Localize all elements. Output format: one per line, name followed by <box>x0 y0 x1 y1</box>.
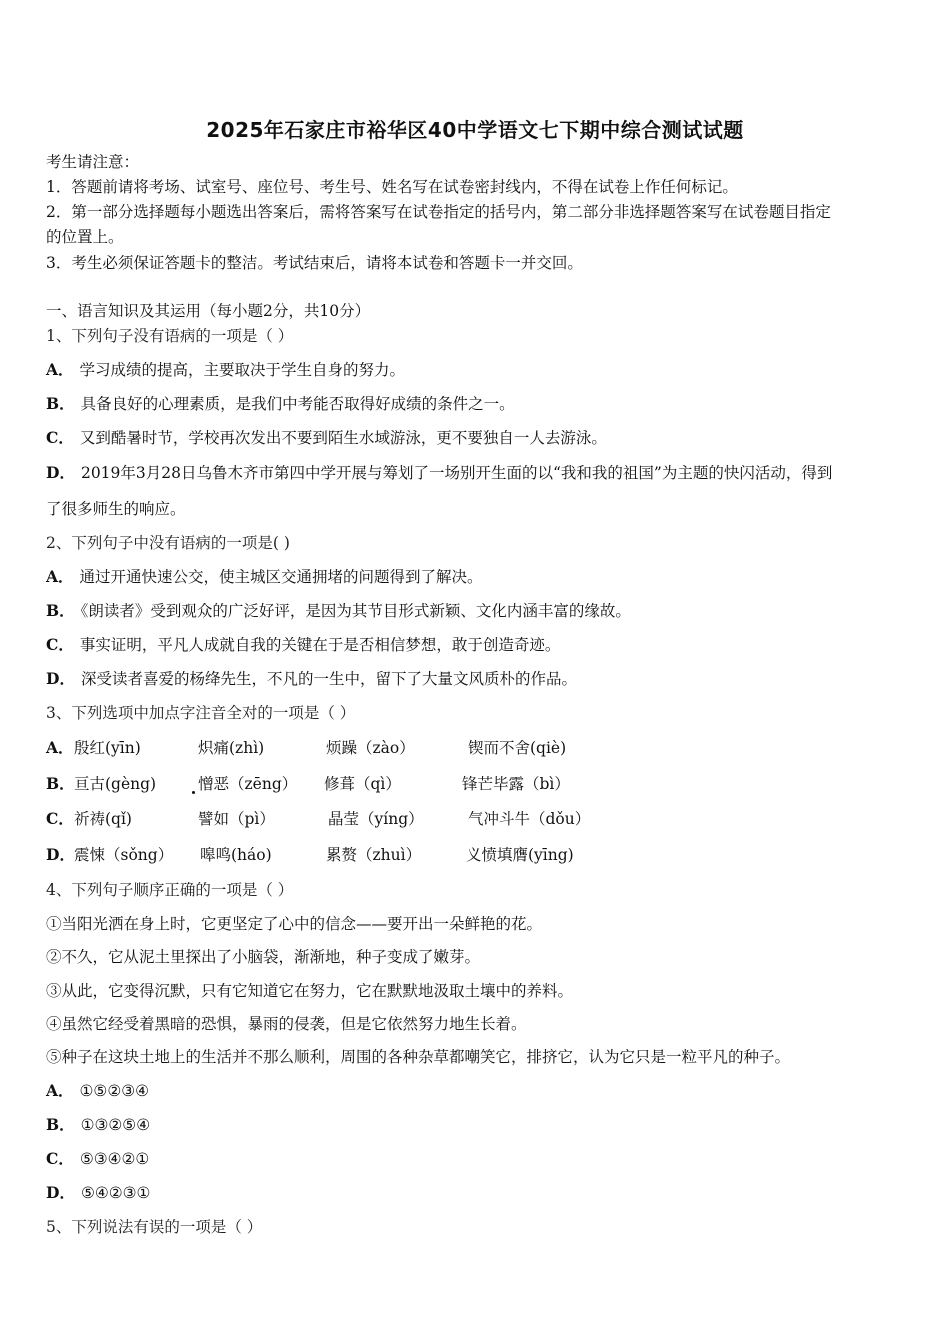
pinyin-item: 憎恶（zēng） <box>198 775 298 793</box>
q1-option-a <box>46 359 405 381</box>
question-4-stem: 4、下列句子顺序正确的一项是（ ） <box>46 881 294 899</box>
option-label: D． <box>46 463 75 482</box>
emphasis-dot <box>192 791 195 794</box>
q1-option-d-continued: 了很多师生的响应。 <box>46 500 186 518</box>
q4-option-d <box>46 1182 150 1204</box>
notice-item: 2．第一部分选择题每小题选出答案后，需将答案写在试卷指定的括号内，第二部分非选择题答案写在试卷题目指定 <box>46 203 831 221</box>
option-label: C． <box>46 428 74 447</box>
option-text: 事实证明，平凡人成就自我的关键在于是否相信梦想，敢于创造奇迹。 <box>79 636 561 654</box>
question-3-stem: 3、下列选项中加点字注音全对的一项是（ ） <box>46 704 356 722</box>
q4-sentence: ③从此，它变得沉默，只有它知道它在努力，它在默默地汲取土壤中的养料。 <box>46 982 574 1000</box>
q3-option-d <box>46 844 906 866</box>
pinyin-item: 义愤填膺(yīng) <box>466 846 574 864</box>
option-text: 2019年3月28日乌鲁木齐市第四中学开展与筹划了一场别开生面的以“我和我的祖国”为主题的快闪活动，得到 <box>80 464 833 482</box>
option-label: C． <box>46 1149 74 1168</box>
option-text: 又到酷暑时节，学校再次发出不要到陌生水域游泳，更不要独自一人去游泳。 <box>79 429 607 447</box>
option-text: 深受读者喜爱的杨绛先生，不凡的一生中，留下了大量文风质朴的作品。 <box>80 670 577 688</box>
option-label: A． <box>46 360 74 379</box>
pinyin-item: 锲而不舍(qiè) <box>468 739 567 757</box>
pinyin-item: 锋芒毕露（bì） <box>462 775 570 793</box>
pinyin-item: 震悚（sǒng） <box>74 846 174 864</box>
option-label: D． <box>46 1183 75 1202</box>
pinyin-item: 嗥鸣(háo) <box>200 846 272 864</box>
option-label: B． <box>46 394 75 413</box>
q4-sentence: ⑤种子在这块土地上的生活并不那么顺利，周围的各种杂草都嘲笑它，排挤它，认为它只是一粒平凡的种子。 <box>46 1048 791 1066</box>
notice-item: 3．考生必须保证答题卡的整洁。考试结束后，请将本试卷和答题卡一并交回。 <box>46 254 583 272</box>
option-text: 学习成绩的提高，主要取决于学生自身的努力。 <box>79 361 406 379</box>
q2-option-b <box>46 600 631 622</box>
q2-option-d <box>46 668 577 690</box>
q3-option-a <box>46 737 906 759</box>
option-label: C． <box>46 635 74 654</box>
pinyin-item: 譬如（pì） <box>198 810 275 828</box>
q2-option-c <box>46 634 560 656</box>
option-text: ①⑤②③④ <box>79 1082 150 1100</box>
option-text: 《朗读者》受到观众的广泛好评，是因为其节目形式新颖、文化内涵丰富的缘故。 <box>80 602 631 620</box>
q4-sentence: ①当阳光洒在身上时，它更坚定了心中的信念——要开出一朵鲜艳的花。 <box>46 915 543 933</box>
q1-option-c <box>46 427 607 449</box>
option-label: D． <box>46 845 75 864</box>
q4-sentence: ④虽然它经受着黑暗的恐惧，暴雨的侵袭，但是它依然努力地生长着。 <box>46 1015 527 1033</box>
pinyin-item: 气冲斗牛（dǒu） <box>468 810 591 828</box>
pinyin-item: 晶莹（yíng） <box>328 810 424 828</box>
option-text: 具备良好的心理素质，是我们中考能否取得好成绩的条件之一。 <box>80 395 515 413</box>
pinyin-item: 殷红(yīn) <box>74 739 141 757</box>
option-label: B． <box>46 1115 75 1134</box>
q1-option-d <box>46 462 832 484</box>
option-text: ⑤④②③① <box>80 1184 151 1202</box>
question-5-stem: 5、下列说法有误的一项是（ ） <box>46 1218 263 1236</box>
q4-option-c <box>46 1148 149 1170</box>
option-text: ①③②⑤④ <box>80 1116 151 1134</box>
option-label: C． <box>46 809 74 828</box>
q3-option-b <box>46 773 906 795</box>
section-heading: 一、语言知识及其运用（每小题2分，共10分） <box>46 302 371 320</box>
q1-option-b <box>46 393 515 415</box>
option-label: A． <box>46 567 74 586</box>
q4-sentence: ②不久，它从泥土里探出了小脑袋，渐渐地，种子变成了嫩芽。 <box>46 948 481 966</box>
pinyin-item: 炽痛(zhì) <box>198 739 265 757</box>
q2-option-a <box>46 566 483 588</box>
q4-option-a <box>46 1080 149 1102</box>
pinyin-item: 祈祷(qǐ) <box>74 810 132 828</box>
notice-heading: 考生请注意： <box>46 153 140 171</box>
q4-option-b <box>46 1114 150 1136</box>
q3-option-c <box>46 808 906 830</box>
notice-item: 的位置上。 <box>46 228 124 246</box>
pinyin-item: 亘古(gèng) <box>74 775 157 793</box>
option-label: B． <box>46 774 75 793</box>
pinyin-item: 累赘（zhuì） <box>326 846 422 864</box>
question-2-stem: 2、下列句子中没有语病的一项是( ) <box>46 534 290 552</box>
notice-item: 1．答题前请将考场、试室号、座位号、考生号、姓名写在试卷密封线内，不得在试卷上作任何标记。 <box>46 178 738 196</box>
option-text: 通过开通快速公交，使主城区交通拥堵的问题得到了解决。 <box>79 568 483 586</box>
option-text: ⑤③④②① <box>79 1150 150 1168</box>
pinyin-item: 烦躁（zào） <box>326 739 415 757</box>
option-label: A． <box>46 1081 74 1100</box>
option-label: A． <box>46 738 74 757</box>
question-1-stem: 1、下列句子没有语病的一项是（ ） <box>46 327 294 345</box>
option-label: D． <box>46 669 75 688</box>
pinyin-item: 修葺（qì） <box>324 775 401 793</box>
page-title: 2025年石家庄市裕华区40中学语文七下期中综合测试试题 <box>206 118 744 142</box>
option-label: B． <box>46 601 75 620</box>
